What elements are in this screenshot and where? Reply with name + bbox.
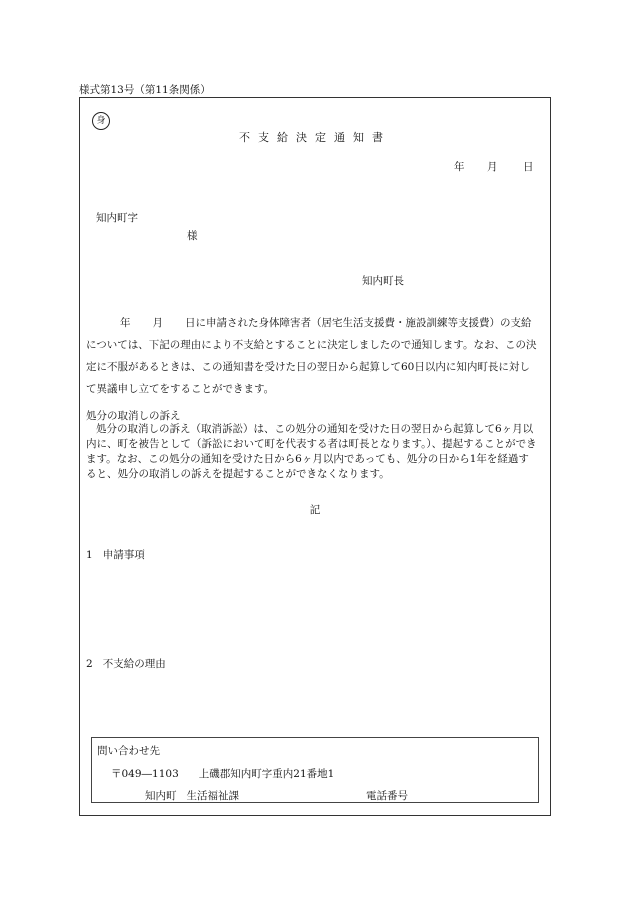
category-mark: 身 [92, 112, 110, 130]
notice-year: 年 [120, 317, 131, 329]
ki-heading: 記 [309, 504, 321, 516]
appeal-heading: 処分の取消しの訴え [86, 410, 181, 422]
form-number-label: 様式第13号（第11条関係） [79, 84, 211, 96]
notice-rest: 給については、下記の理由により不支給とすることに決定しましたので通知します。なお、この決定に不服があるときは、この通知書を受けた日の翌日から起算して60日以内に知内町長に対して異議申し立てをすることができます。 [86, 317, 537, 395]
contact-address-line [111, 766, 334, 781]
item-number: 1 [86, 549, 93, 561]
issuer-name: 知内町長 [362, 275, 404, 287]
addressee-honorific: 様 [187, 230, 198, 242]
appeal-paragraph: 処分の取消しの訴え（取消訴訟）は、この処分の通知を受けた日の翌日から起算して6ヶ月以内に、町を被告として（訴訟において町を代表する者は町長となります。）、提起することができます。なお、この処分の通知を受けた日から6ヶ月以内であっても、処分の日から1年を経過すると、処分の取消しの訴えを提起することができなくなります。 [86, 423, 537, 480]
postal-code: 〒049―1103 [111, 768, 179, 780]
date-day: 日 [523, 161, 534, 173]
date-year: 年 [454, 161, 465, 173]
notice-month: 月 [152, 317, 163, 329]
phone-label: 電話番号 [366, 790, 408, 802]
contact-department-line [145, 788, 239, 803]
addressee-town: 知内町字 [96, 212, 138, 224]
notice-lead: 日に申請された身体障害者（居宅生活支援費・施設訓練等支援費）の支 [185, 317, 521, 329]
item-number: 2 [86, 658, 93, 670]
notice-paragraph [86, 312, 538, 400]
item-application [86, 547, 145, 562]
item-label: 不支給の理由 [102, 658, 166, 670]
document-title: 不支給決定通知書 [239, 131, 391, 144]
street-address: 上磯郡知内町字重内21番地1 [198, 768, 335, 780]
date-month: 月 [487, 161, 498, 173]
contact-department: 生活福祉課 [186, 790, 240, 802]
item-label: 申請事項 [102, 549, 145, 561]
contact-town: 知内町 [145, 790, 177, 802]
contact-heading: 問い合わせ先 [97, 745, 160, 757]
item-reason [86, 656, 166, 671]
